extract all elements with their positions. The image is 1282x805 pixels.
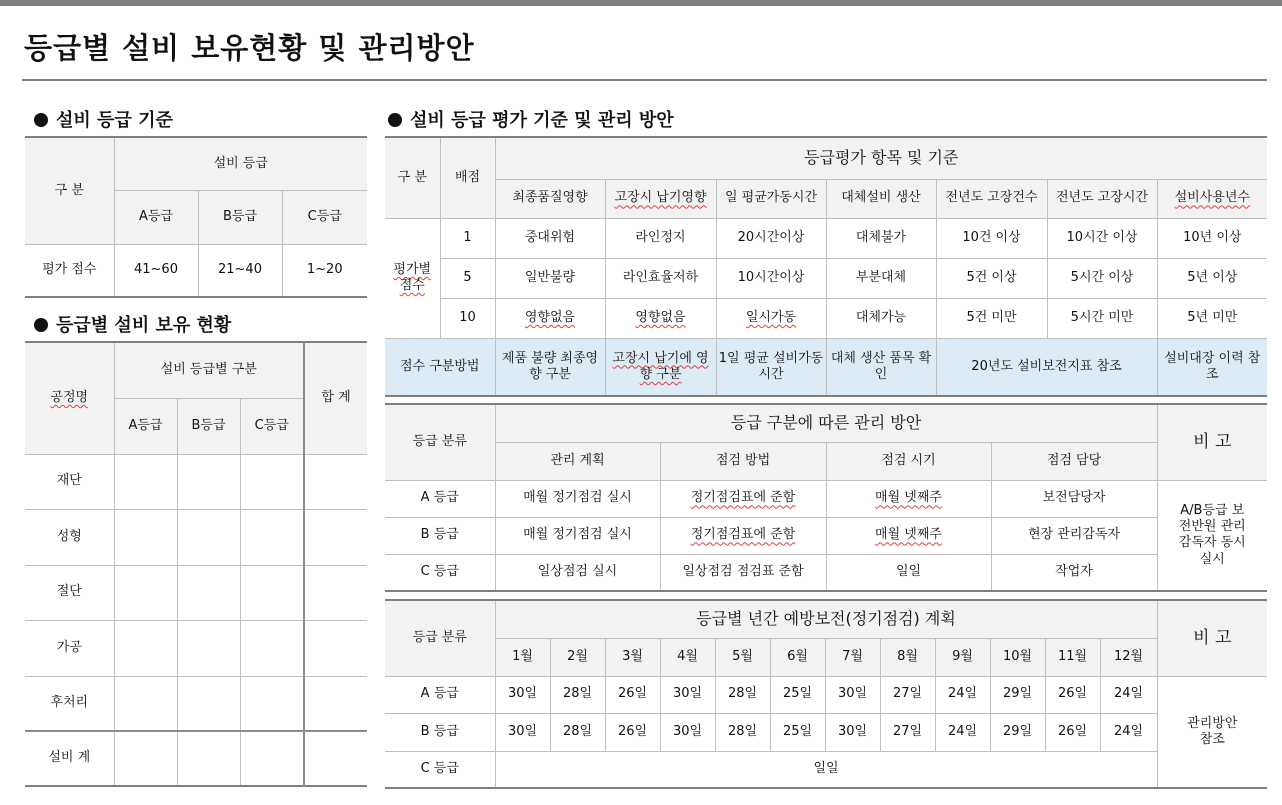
table-row [385,517,1267,554]
day-cell: 24일 [1100,713,1157,751]
cell: 10건 이상 [936,218,1047,258]
item-delivery-text: 고장시 납기영향 [614,190,707,206]
score-value: 5 [440,258,495,298]
grade-label: C 등급 [385,554,495,591]
table-row [25,676,367,731]
cell-a [114,676,177,731]
cell-text: 정기점검표에 준함 [690,490,796,506]
cell: 일반불량 [495,258,605,298]
header-process [25,342,114,454]
cell: 매월 정기점검 실시 [495,480,660,517]
header-grade-c: C등급 [240,398,304,454]
day-cell: 30일 [660,676,715,713]
header-division: 구 분 [25,137,114,244]
cell: 현장 관리감독자 [991,517,1157,554]
day-cell: 28일 [550,676,605,713]
day-cell: 24일 [935,713,990,751]
cell: 20시간이상 [716,218,826,258]
day-cell: 30일 [495,676,550,713]
item-delivery [605,179,716,218]
header-grade-c: C등급 [282,190,367,244]
cell-b [177,676,240,731]
process-name: 성형 [25,509,114,565]
month-header: 5월 [715,638,770,676]
cell [716,298,826,338]
table-row [385,298,1267,338]
header-grade-a: A등급 [114,190,198,244]
score-value: 10 [440,298,495,338]
day-cell: 25일 [770,713,825,751]
note-cell: 관리방안 참조 [1157,676,1267,788]
day-cell: 28일 [715,676,770,713]
cell-total [304,509,367,565]
cell: 라인정지 [605,218,716,258]
cell-b [177,565,240,620]
table-row [385,676,1267,713]
section-heading-text: 등급별 설비 보유 현황 [56,315,232,336]
month-header: 11월 [1045,638,1100,676]
method-cell: 대체 생산 품목 확인 [826,338,936,396]
day-cell: 30일 [495,713,550,751]
cell [826,480,991,517]
cell: 일일 [826,554,991,591]
day-cell: 29일 [990,676,1045,713]
note-cell: A/B등급 보전반원 관리감독자 동시 실시 [1157,480,1267,591]
method-cell: 제품 불량 최종영향 구분 [495,338,605,396]
section-heading-text: 설비 등급 기준 [56,110,173,131]
header-grade-b: B등급 [198,190,282,244]
cell-total [304,731,367,786]
table-row [25,509,367,565]
header-score: 배점 [440,137,495,218]
month-header: 10월 [990,638,1045,676]
table-row [25,565,367,620]
section-heading-criteria [34,106,173,132]
cell-b [177,620,240,676]
item-operating-time: 일 평균가동시간 [716,179,826,218]
item-service-years [1157,179,1267,218]
cell-c [240,454,304,509]
cell: 5시간 이상 [1047,258,1157,298]
method-cell [605,338,716,396]
day-cell: 25일 [770,676,825,713]
day-cell: 24일 [1100,676,1157,713]
cell [660,517,826,554]
header-owner: 점검 담당 [991,442,1157,480]
header-evaluation-items: 등급평가 항목 및 기준 [495,137,1267,179]
page-title: 등급별 설비 보유현황 및 관리방안 [24,31,475,65]
header-class: 등급 분류 [385,600,495,676]
header-grade-a: A등급 [114,398,177,454]
cell [660,480,826,517]
day-cell: 24일 [935,676,990,713]
header-grade: 설비 등급 [114,137,367,190]
cell: 10시간이상 [716,258,826,298]
header-plan: 관리 계획 [495,442,660,480]
method-label: 점수 구분방법 [385,338,495,396]
cell-total [304,565,367,620]
month-header: 4월 [660,638,715,676]
grade-label: A 등급 [385,676,495,713]
process-name: 설비 계 [25,731,114,786]
cell: 부분대체 [826,258,936,298]
cell-a [114,565,177,620]
cell: 10년 이상 [1157,218,1267,258]
month-header: 2월 [550,638,605,676]
cell-c [240,731,304,786]
process-name: 후처리 [25,676,114,731]
cell: 5년 이상 [1157,258,1267,298]
cell: 매월 정기점검 실시 [495,517,660,554]
item-quality: 최종품질영향 [495,179,605,218]
cell-total [304,454,367,509]
management-table [385,403,1267,592]
month-header: 7월 [825,638,880,676]
day-cell: 26일 [605,713,660,751]
table-row-method [385,338,1267,396]
cell-text: 매월 넷째주 [875,490,942,506]
score-a: 41~60 [114,244,198,297]
table-row [385,480,1267,517]
table-row [385,713,1267,751]
month-header: 6월 [770,638,825,676]
cell-a [114,509,177,565]
cell: 중대위험 [495,218,605,258]
bullet-icon [388,113,402,127]
top-bar [0,0,1282,6]
grade-criteria-table [25,136,367,298]
header-method: 점검 방법 [660,442,826,480]
cell: 보전담당자 [991,480,1157,517]
cell-a [114,454,177,509]
cell-a [114,620,177,676]
item-substitute: 대체설비 생산 [826,179,936,218]
row-label-score [385,218,440,338]
header-management-plan: 등급 구분에 따른 관리 방안 [495,404,1157,442]
cell-b [177,731,240,786]
cell-b [177,509,240,565]
holding-table [25,341,367,787]
table-row [25,620,367,676]
cell-text: 영향없음 [524,309,576,325]
cell [495,298,605,338]
day-cell: 26일 [605,676,660,713]
cell-c [240,565,304,620]
cell [605,298,716,338]
process-name: 재단 [25,454,114,509]
cell-text: 정기점검표에 준함 [690,527,796,543]
header-process-text: 공정명 [50,390,89,406]
cell [826,517,991,554]
month-header: 9월 [935,638,990,676]
cell-c [240,676,304,731]
cell-total [304,676,367,731]
day-cell: 26일 [1045,676,1100,713]
cell-c [240,509,304,565]
header-note: 비 고 [1157,404,1267,480]
cell: 일상점검 점검표 준함 [660,554,826,591]
score-c: 1~20 [282,244,367,297]
day-cell: 28일 [550,713,605,751]
cell: 10시간 이상 [1047,218,1157,258]
cell-text: 일시가동 [745,309,797,325]
cell: 작업자 [991,554,1157,591]
item-failure-count: 전년도 고장건수 [936,179,1047,218]
grade-label: B 등급 [385,713,495,751]
bullet-icon [34,318,48,332]
header-total: 합 계 [304,342,367,454]
day-cell: 30일 [825,713,880,751]
month-header: 8월 [880,638,935,676]
cell-total [304,620,367,676]
cell-c [240,620,304,676]
grade-label: B 등급 [385,517,495,554]
cell: 일상점검 실시 [495,554,660,591]
header-note: 비 고 [1157,600,1267,676]
method-cell: 1일 평균 설비가동 시간 [716,338,826,396]
table-row [385,554,1267,591]
row-label-score: 평가 점수 [25,244,114,297]
cell-a [114,731,177,786]
cell: 5시간 미만 [1047,298,1157,338]
evaluation-table [385,136,1267,397]
day-cell: 27일 [880,676,935,713]
header-grade-group: 설비 등급별 구분 [114,342,304,398]
month-header: 3월 [605,638,660,676]
cell-b [177,454,240,509]
item-failure-time: 전년도 고장시간 [1047,179,1157,218]
table-row [385,258,1267,298]
score-b: 21~40 [198,244,282,297]
cell-text: 매월 넷째주 [875,527,942,543]
header-grade-b: B등급 [177,398,240,454]
grade-label: C 등급 [385,751,495,788]
c-grade-value: 일일 [495,751,1157,788]
day-cell: 29일 [990,713,1045,751]
day-cell: 28일 [715,713,770,751]
section-heading-holding [34,311,231,337]
day-cell: 27일 [880,713,935,751]
day-cell: 30일 [660,713,715,751]
item-service-years-text: 설비사용년수 [1174,190,1250,206]
method-cell: 설비대장 이력 참조 [1157,338,1267,396]
process-name: 가공 [25,620,114,676]
month-header: 12월 [1100,638,1157,676]
method-cell-text: 고장시 납기에 영향 구분 [612,350,709,382]
header-timing: 점검 시기 [826,442,991,480]
cell: 라인효율저하 [605,258,716,298]
grade-label: A 등급 [385,480,495,517]
day-cell: 26일 [1045,713,1100,751]
cell: 대체가능 [826,298,936,338]
process-name: 절단 [25,565,114,620]
header-class: 등급 분류 [385,404,495,480]
month-header: 1월 [495,638,550,676]
score-value: 1 [440,218,495,258]
cell: 5건 이상 [936,258,1047,298]
cell: 5년 미만 [1157,298,1267,338]
day-cell: 30일 [825,676,880,713]
method-cell: 20년도 설비보전지표 참조 [936,338,1157,396]
title-divider [22,79,1267,81]
cell: 5건 미만 [936,298,1047,338]
bullet-icon [34,113,48,127]
header-division: 구 분 [385,137,440,218]
cell: 대체불가 [826,218,936,258]
table-row-total [25,731,367,786]
header-annual-plan: 등급별 년간 예방보전(정기점검) 계획 [495,600,1157,638]
section-heading-evaluation [388,106,674,132]
table-row [25,454,367,509]
cell-text: 영향없음 [635,309,686,325]
row-label-score-text: 평가별 점수 [393,261,432,293]
table-row [385,218,1267,258]
section-heading-text: 설비 등급 평가 기준 및 관리 방안 [410,110,674,131]
annual-plan-table [385,599,1267,789]
table-row [385,751,1267,788]
